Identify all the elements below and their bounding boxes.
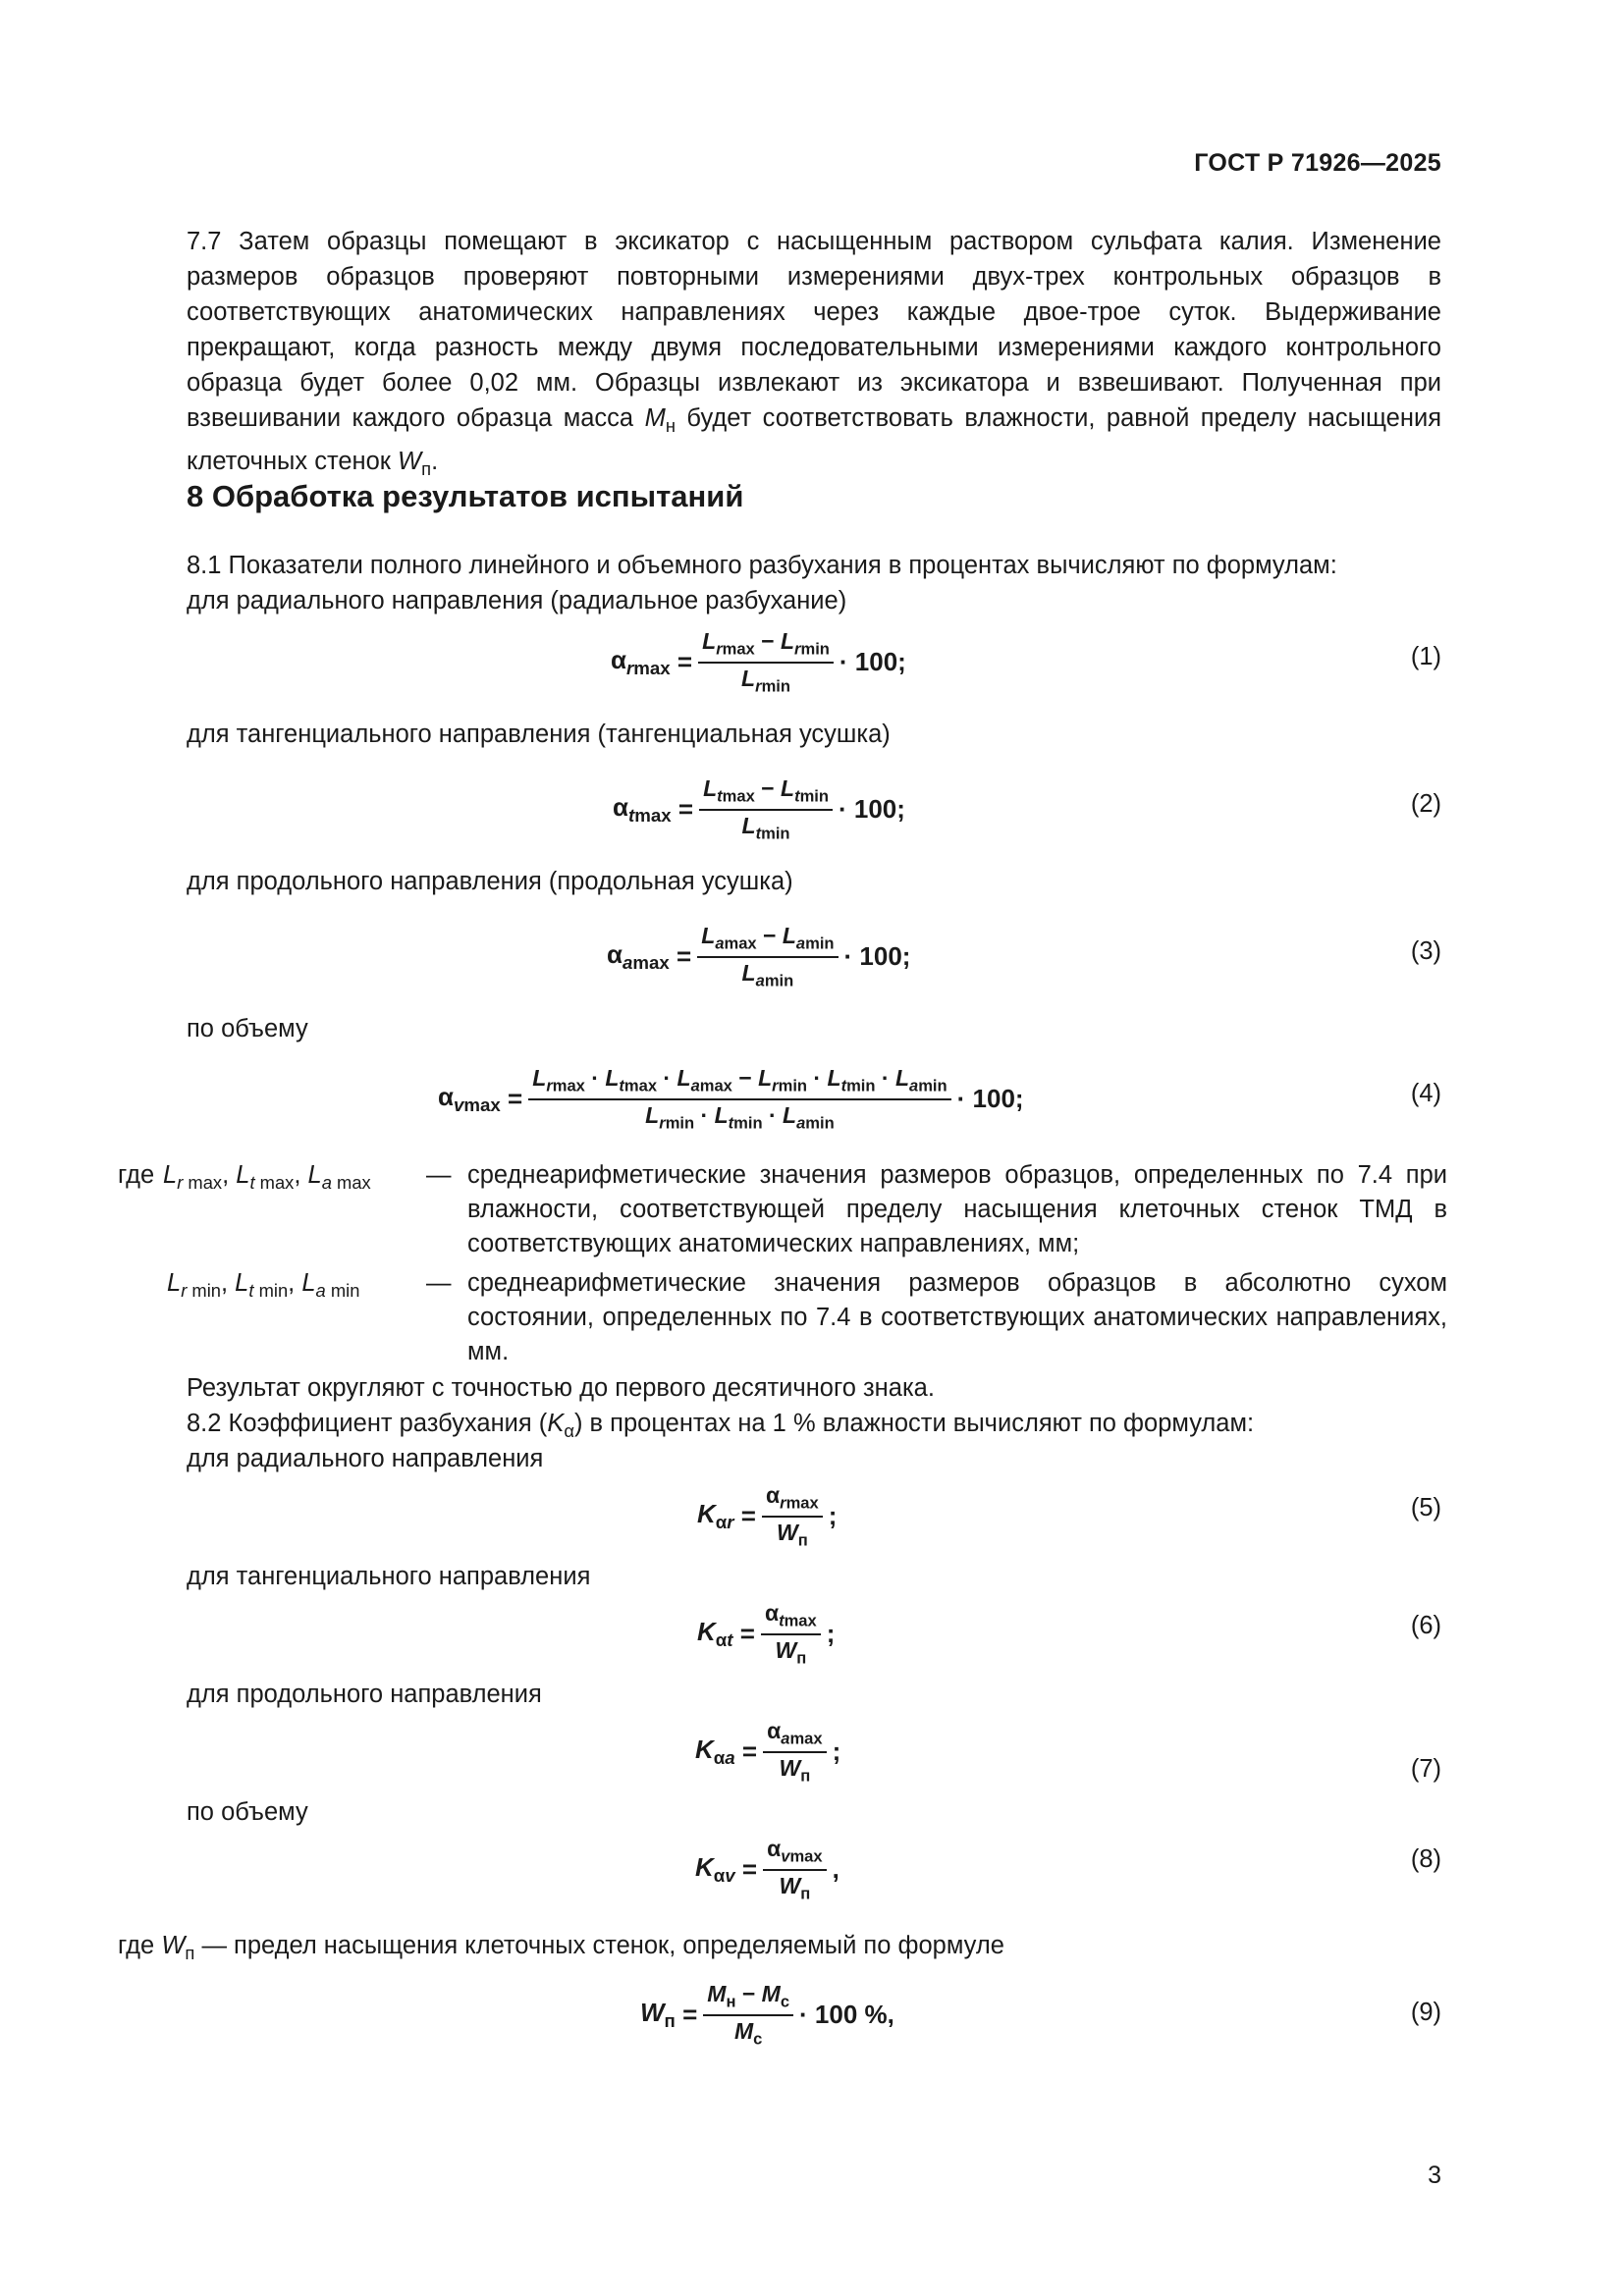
paragraph-7-7	[118, 224, 1441, 487]
wp-definition-text: — предел насыщения клеточных стенок, определяемый по формуле	[201, 1932, 1004, 1959]
rounding-note: Результат округляют с точностью до первого десятичного знака.	[187, 1374, 935, 1402]
formula-4: $\alpha_{vmax}$ = $\frac{L_{rmax} \cdot L_{tmax} \cdot L_{amax} - L_{rmin} \cdot L_{tmin} \cdot L_{amin}}{L_{rmin} \cdot L_{tmin} \cdot L_{amin}}$ · 100;	[438, 1065, 1024, 1133]
equation-number-5: (5)	[1410, 1494, 1441, 1522]
equation-number-9: (9)	[1410, 1999, 1441, 2026]
paragraph-8-2-end: ) в процентах на 1 % влажности вычисляют по формулам:	[573, 1410, 1255, 1437]
formula-9: $W_п$ = $\frac{M_н - M_с}{M_с}$ · 100 %,	[640, 1981, 894, 2049]
where-desc-2: среднеарифметические значения размеров образцов в абсолютно сухом состоянии, определенных по 7.4 в соответствующих анатомических направлениях, мм.	[467, 1269, 1447, 1365]
where-term-max: $L_r$ $_{max}$, $L_t$ $_{max}$, $L_a$ $_{max}$	[163, 1161, 371, 1194]
symbol-wp: W	[398, 448, 422, 476]
wp-definition: где $W_п$ — предел насыщения клеточных стенок, определяемый по формуле	[118, 1932, 1004, 1964]
formula-7: $K_{\alpha a}$ = $\frac{\alpha_{amax}}{W_п}$ ;	[695, 1718, 841, 1786]
wp-definition-lead: где	[118, 1932, 155, 1959]
paragraph-8-2-start: 8.2 Коэффициент разбухания (	[187, 1410, 548, 1437]
symbol-wp-sub: п	[421, 458, 432, 480]
tangential-label: для тангенциального направления (тангенциальная усушка)	[187, 721, 891, 748]
formula-1: $\alpha_{rmax}$ = $\frac{L_{rmax} - L_{rmin}}{L_{rmin}}$ · 100;	[611, 628, 906, 696]
where-dash-2: —	[426, 1269, 452, 1297]
volume-label-2: по объему	[187, 1798, 308, 1826]
paragraph-7-7-end: .	[431, 448, 439, 476]
formula-6: $K_{\alpha t}$ = $\frac{\alpha_{tmax}}{W_п}$ ;	[697, 1600, 836, 1668]
where-term-min: $L_r$ $_{min}$, $L_t$ $_{min}$, $L_a$ $_{min}$	[167, 1269, 360, 1302]
radial-label: для радиального направления (радиальное разбухание)	[187, 587, 847, 614]
section-8-heading: 8 Обработка результатов испытаний	[187, 479, 744, 513]
document-header: ГОСТ Р 71926—2025	[1194, 149, 1441, 177]
equation-number-3: (3)	[1410, 937, 1441, 965]
where-lead: где	[118, 1161, 155, 1189]
symbol-mn-sub: н	[665, 415, 676, 437]
equation-number-8: (8)	[1410, 1845, 1441, 1873]
longitudinal-label: для продольного направления (продольная усушка)	[187, 868, 793, 895]
paragraph-8-1: 8.1 Показатели полного линейного и объемного разбухания в процентах вычисляют по формулам:	[187, 552, 1337, 579]
where-desc-1: среднеарифметические значения размеров образцов, определенных по 7.4 при влажности, соответствующей пределу насыщения клеточных стенок ТМД в соответствующих анатомических направлениях, мм;	[467, 1161, 1447, 1257]
where-entry-1	[0, 1158, 1624, 1266]
formula-2: $\alpha_{tmax}$ = $\frac{L_{tmax} - L_{tmin}}{L_{tmin}}$ · 100;	[613, 775, 905, 843]
formula-3: $\alpha_{amax}$ = $\frac{L_{amax} - L_{amin}}{L_{amin}}$ · 100;	[607, 923, 911, 990]
radial-label-2: для радиального направления	[187, 1445, 544, 1472]
paragraph-8-2: 8.2 Коэффициент разбухания $(K_\alpha)$ в процентах на 1 % влажности вычисляют по формулам:	[187, 1410, 1255, 1442]
longitudinal-label-2: для продольного направления	[187, 1681, 542, 1708]
equation-number-2: (2)	[1410, 790, 1441, 818]
symbol-mn: M	[644, 404, 666, 432]
formula-8: $K_{\alpha v}$ = $\frac{\alpha_{vmax}}{W_п}$ ,	[695, 1836, 839, 1903]
where-entry-2	[0, 1266, 1624, 1374]
equation-number-6: (6)	[1410, 1612, 1441, 1639]
tangential-label-2: для тангенциального направления	[187, 1563, 591, 1590]
paragraph-7-7-tail: будет соответствовать влажности, равной пределу насыщения клеточных стенок	[187, 404, 1442, 476]
formula-5: $K_{\alpha r}$ = $\frac{\alpha_{rmax}}{W_п}$ ;	[697, 1482, 838, 1550]
volume-label: по объему	[187, 1015, 308, 1042]
equation-number-7: (7)	[1410, 1755, 1441, 1783]
where-dash-1: —	[426, 1161, 452, 1189]
paragraph-7-7-text: 7.7 Затем образцы помещают в эксикатор с насыщенным раствором сульфата калия. Изменение размеров образцов проверяют повторными измерениями двух-трех контрольных образцов в соответствующих анатомических направлениях через каждые двое-трое суток. Выдерживание прекращают, когда разность между двумя последовательными измерениями каждого контрольного образца будет более 0,02 мм. Образцы извлекают из эксикатора и взвешивают. Полученная при взвешивании каждого образца масса	[187, 228, 1441, 432]
page-number: 3	[1428, 2162, 1441, 2189]
equation-number-4: (4)	[1410, 1080, 1441, 1107]
equation-number-1: (1)	[1410, 643, 1441, 670]
